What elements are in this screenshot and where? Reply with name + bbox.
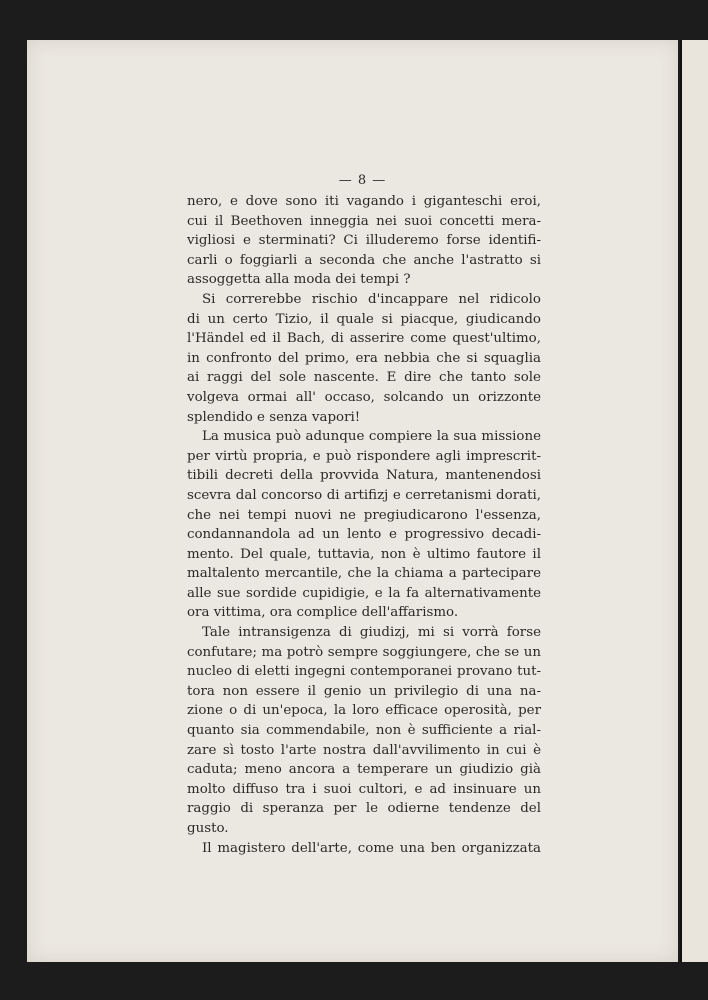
text-line: per virtù propria, e può rispondere agli imprescrit- [187,448,541,464]
text-line: carli o foggiarli a seconda che anche l'astratto si [187,252,541,268]
text-line: in confronto del primo, era nebbia che si squaglia [187,350,541,366]
book-page [27,40,678,962]
paragraph [187,839,541,859]
text-line: condannandola ad un lento e progressivo decadi- [187,527,541,543]
text-line: quanto sia commendabile, non è sufficiente a rial- [187,723,541,739]
text-line: che nei tempi nuovi ne pregiudicarono l'essenza, [187,507,541,523]
text-line: nucleo di eletti ingegni contemporanei provano tut- [187,664,541,680]
paragraph [187,192,541,290]
text-line: splendido e senza vapori! [187,409,361,425]
text-line: l'Händel ed il Bach, di asserire come quest'ultimo, [187,331,541,347]
text-line: cui il Beethoven inneggia nei suoi concetti mera- [187,213,541,229]
text-line: tora non essere il genio un privilegio di una na- [187,683,541,699]
paragraph [187,427,541,623]
text-line: confutare; ma potrò sempre soggiungere, che se un [187,644,541,660]
text-line: assoggetta alla moda dei tempi ? [187,272,411,288]
text-line: raggio di speranza per le odierne tendenze del [187,801,541,817]
text-line: nero, e dove sono iti vagando i giganteschi eroi, [187,194,541,209]
paragraph [187,623,541,839]
text-line: caduta; meno ancora a temperare un giudizio già [187,762,541,778]
text-line: zare sì tosto l'arte nostra dall'avvilimento in cui è [187,742,541,758]
text-line: volgeva ormai all' occaso, solcando un orizzonte [187,389,541,405]
text-line: alle sue sordide cupidigie, e la fa alternativamente [187,585,541,601]
text-line: vigliosi e sterminati? Ci illuderemo forse identifi- [187,233,541,249]
text-line: Si correrebbe rischio d'incappare nel ridicolo [202,291,541,307]
text-line: Il magistero dell'arte, come una ben organizzata [202,840,541,856]
text-line: tibili decreti della provvida Natura, mantenendosi [187,468,541,484]
text-line: zione o di un'epoca, la loro efficace operosità, per [187,703,541,719]
text-line: maltalento mercantile, che la chiama a partecipare [187,566,541,582]
text-line: Tale intransigenza di giudizj, mi si vorrà forse [202,625,541,641]
text-line: gusto. [187,821,229,836]
text-line: ai raggi del sole nascente. E dire che tanto sole [187,370,541,386]
text-line: La musica può adunque compiere la sua missione [202,429,541,445]
page-body-text [187,192,541,858]
text-line: ora vittima, ora complice dell'affarismo. [187,605,459,621]
text-line: molto diffuso tra i suoi cultori, e ad insinuare un [187,781,541,797]
page-number: — 8 — [338,173,387,188]
text-line: mento. Del quale, tuttavia, non è ultimo fautore il [187,546,541,562]
text-line: di un certo Tizio, il quale si piacque, giudicando [187,311,541,327]
text-line: scevra dal concorso di artifizj e cerretanismi dorati, [187,487,541,503]
paragraph [187,290,541,427]
